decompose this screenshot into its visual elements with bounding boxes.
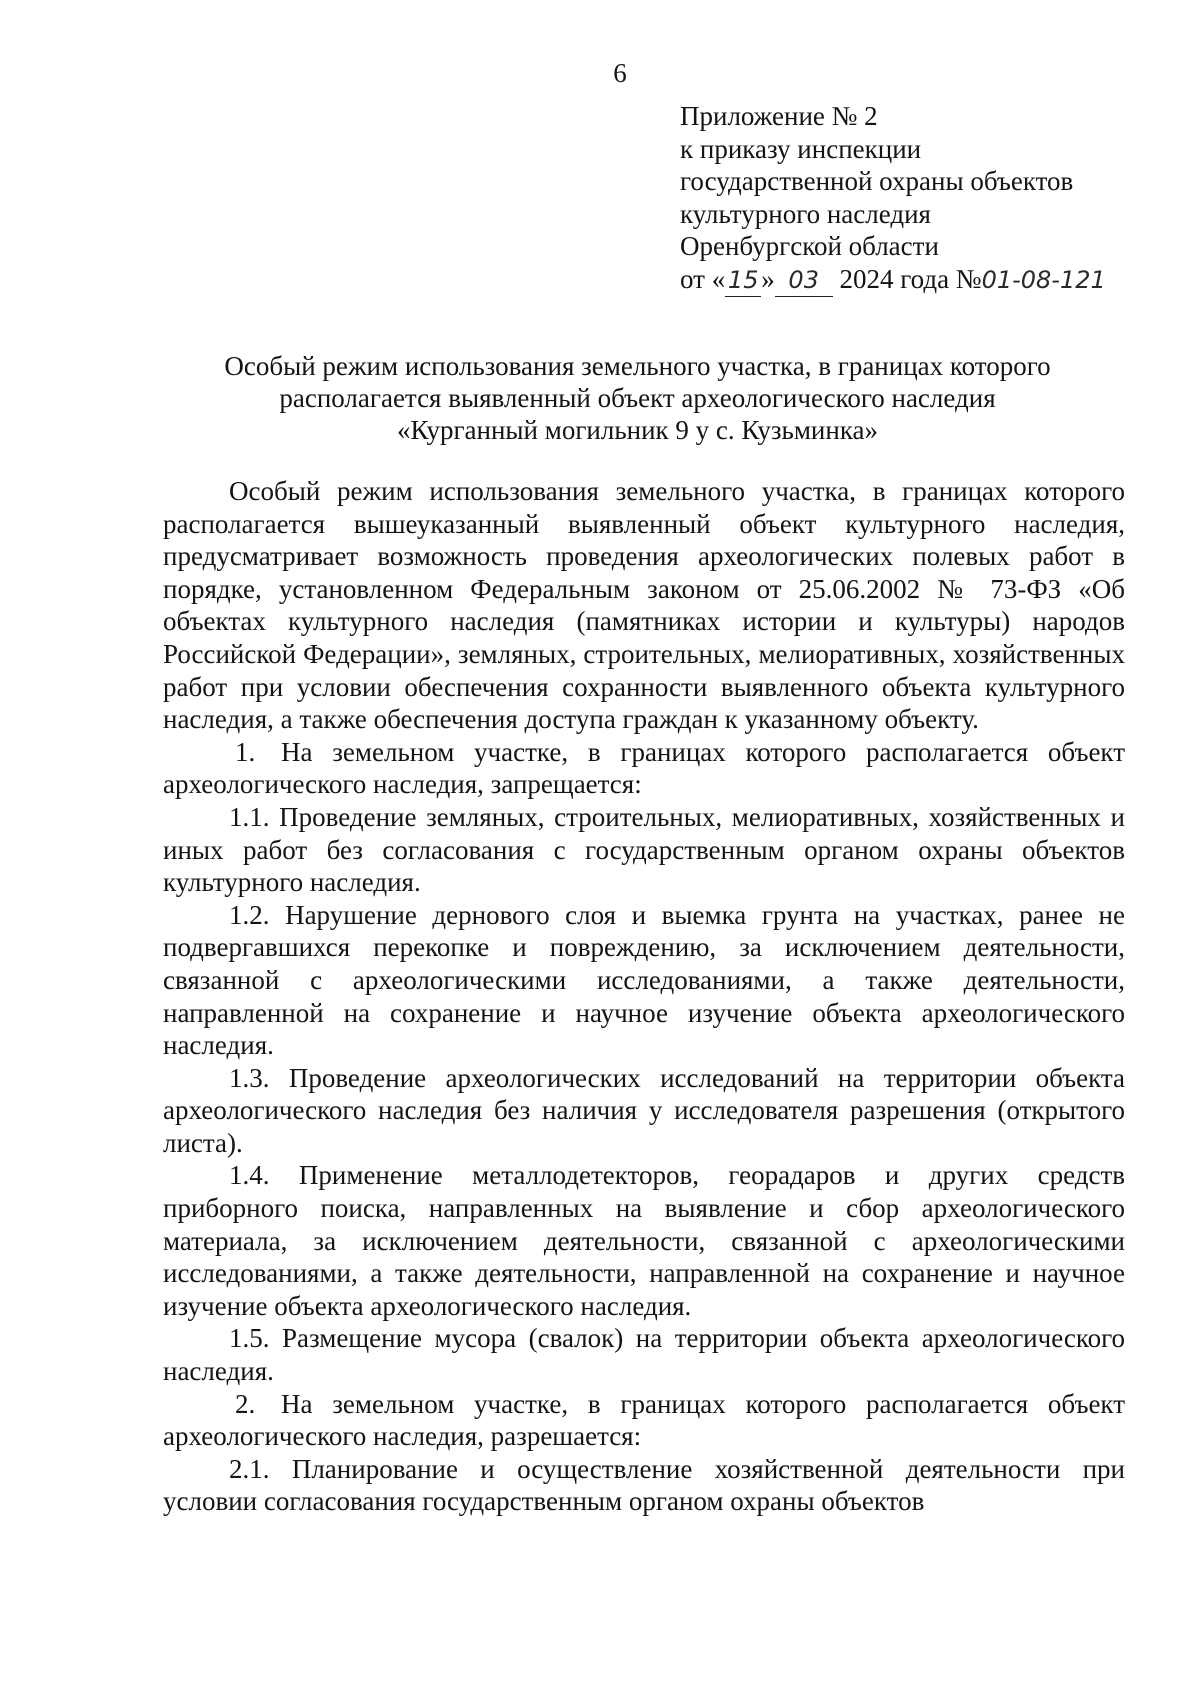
appendix-date-line — [680, 263, 1106, 298]
title-line: «Курганный могильник 9 у с. Кузьминка» — [396, 415, 879, 445]
document-title — [150, 350, 1125, 446]
appendix-line: культурного наследия — [680, 198, 931, 229]
clause-2-1: 2.1. Планирование и осуществление хозяйственной деятельности при условии согласования государственным органом охраны объектов — [163, 1453, 1125, 1517]
appendix-line: к приказу инспекции — [680, 133, 922, 164]
handwritten-order-number: 01-08-121 — [981, 265, 1106, 294]
date-year-text: 2024 года № — [839, 263, 982, 294]
document-body — [163, 475, 1125, 1518]
title-line: располагается выявленный объект археологического наследия — [279, 383, 996, 413]
clause-1-1: 1.1. Проведение земляных, строительных, мелиоративных, хозяйственных и иных работ без согласования с государственным органом охраны объектов культурного наследия. — [163, 801, 1125, 898]
appendix-line: Приложение № 2 — [680, 101, 878, 131]
section-1 — [163, 736, 1125, 801]
page-number: 6 — [613, 58, 627, 88]
date-prefix: от « — [680, 263, 726, 294]
handwritten-month: 03 — [775, 264, 833, 298]
section-2 — [163, 1388, 1125, 1453]
appendix-header — [680, 100, 1106, 297]
section-number: 1. — [235, 736, 256, 767]
clause-1-5: 1.5. Размещение мусора (свалок) на территории объекта археологического наследия. — [163, 1323, 1125, 1387]
title-line: Особый режим использования земельного участка, в границах которого — [224, 351, 1051, 381]
appendix-line: государственной охраны объектов — [680, 166, 1074, 196]
section-text: На земельном участке, в границах которого располагается объект археологического наследия, разрешается: — [163, 1388, 1125, 1452]
intro-paragraph: Особый режим использования земельного участка, в границах которого располагается вышеуказанный выявленный объект культурного наследия, предусматривает возможность проведения археологических полевых работ в порядке, установленном Федеральным законом от 25.06.2002 № 73-ФЗ «Об объектах культурного наследия (памятниках истории и культуры) народов Российской Федерации», земляных, строительных, мелиоративных, хозяйственных работ при условии обеспечения сохранности выявленного объекта культурного наследия, а также обеспечения доступа граждан к указанному объекту. — [163, 476, 1125, 735]
date-mid: » — [761, 263, 775, 294]
appendix-line: Оренбургской области — [680, 231, 939, 261]
handwritten-day: 15 — [725, 264, 761, 298]
clause-1-2: 1.2. Нарушение дернового слоя и выемка грунта на участках, ранее не подвергавшихся перекопке и повреждению, за исключением деятельности, связанной с археологическими исследованиями, а также деятельности, направленной на сохранение и научное изучение объекта археологического наследия. — [163, 899, 1125, 1061]
clause-1-3: 1.3. Проведение археологических исследований на территории объекта археологического наследия без наличия у исследователя разрешения (открытого листа). — [163, 1062, 1125, 1158]
clause-1-4: 1.4. Применение металлодетекторов, георадаров и других средств приборного поиска, направленных на выявление и сбор археологического материала, за исключением деятельности, связанной с археологическими исследованиями, а также деятельности, направленной на сохранение и научное изучение объекта археологического наследия. — [163, 1160, 1125, 1321]
section-text: На земельном участке, в границах которого располагается объект археологического наследия, запрещается: — [163, 736, 1125, 800]
section-number: 2. — [235, 1388, 256, 1419]
